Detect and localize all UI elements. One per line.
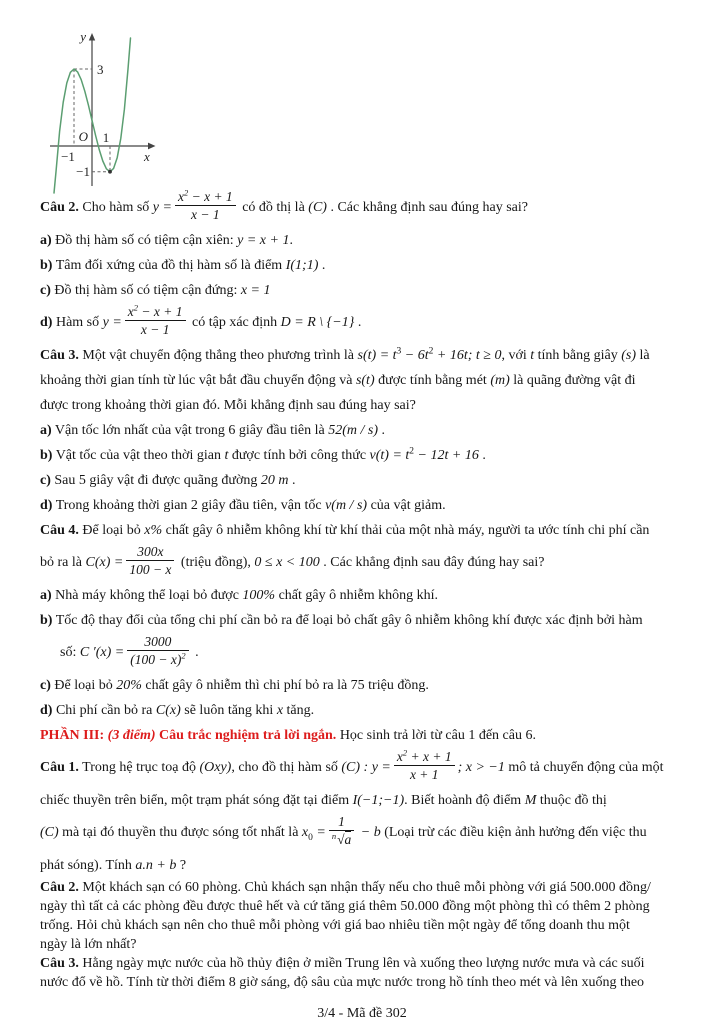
- math: 20%: [116, 678, 142, 693]
- min-value-label: −1: [76, 164, 90, 179]
- statement-label: c): [40, 283, 51, 298]
- text: Để loại bỏ: [50, 678, 117, 693]
- part-title: Câu trắc nghiệm trả lời ngắn.: [155, 728, 337, 743]
- radical-icon: √: [337, 832, 345, 848]
- text: , cho đồ thị hàm số: [231, 760, 342, 775]
- text: tính bằng giây: [534, 348, 622, 363]
- text: . Các khẳng định sau đúng hay sai?: [326, 200, 528, 215]
- math: (C): [40, 825, 59, 840]
- text: .: [354, 315, 362, 330]
- text: chất gây ô nhiễm không khí từ khí thải của một nhà máy, người ta ước tính chi phí cần: [162, 523, 650, 538]
- statement-label: d): [40, 703, 53, 718]
- statement-label: a): [40, 588, 52, 603]
- fraction-denominator: [127, 651, 188, 667]
- cubic-graph-svg: [42, 26, 227, 198]
- text: Sau 5 giây vật đi được quãng đường: [50, 473, 261, 488]
- text: (Loại trừ các điều kiện ảnh hưởng đến việc thu: [380, 825, 647, 840]
- question-4-intro-line2: [40, 543, 684, 583]
- fraction-denominator: x − 1: [191, 207, 220, 223]
- math: x = 1: [240, 283, 271, 298]
- math: x: [396, 749, 403, 765]
- text: có đồ thị là: [238, 200, 309, 215]
- text: chiếc thuyền trên biển, một trạm phát sóng đặt tại điểm: [40, 793, 353, 808]
- p3-question-1-line3: [40, 813, 684, 853]
- question-label: Câu 2.: [40, 200, 79, 215]
- text: Trong khoảng thời gian 2 giây đầu tiên, vận tốc: [52, 498, 326, 513]
- fraction-numerator: 1: [329, 814, 354, 831]
- text: Hằng ngày mực nước của hồ thủy điện ở miền Trung lên và xuống theo lượng nước mưa và các suối: [78, 956, 645, 971]
- q2-statement-d: [40, 303, 684, 343]
- text: Đồ thị hàm số có tiệm cận đứng:: [50, 283, 241, 298]
- text: . Các khẳng định sau đây đúng hay sai?: [319, 555, 545, 570]
- text: .: [478, 448, 486, 463]
- exponent: 2: [183, 187, 189, 198]
- root-index: n: [331, 830, 337, 841]
- math: s(t): [355, 373, 375, 388]
- math: (C) : y =: [341, 760, 391, 775]
- q4-statement-b-formula: [40, 633, 684, 673]
- origin-label: O: [78, 129, 88, 144]
- text: Hàm số: [52, 315, 103, 330]
- math: t: [224, 448, 229, 463]
- question-3-intro-line2: [40, 368, 684, 393]
- question-label: Câu 2.: [40, 880, 79, 895]
- text: Tâm đối xứng của đồ thị hàm số là điểm: [52, 258, 286, 273]
- math: =: [312, 825, 326, 840]
- math: 100%: [242, 588, 276, 603]
- text: . Biết hoành độ điểm: [404, 793, 525, 808]
- text: sẽ luôn tăng khi: [180, 703, 277, 718]
- math: (s): [621, 348, 637, 363]
- q3-statement-b: [40, 443, 684, 468]
- math: ; x > −1: [457, 760, 505, 775]
- question-3-intro-line3: được trong khoảng thời gian đó. Mỗi khẳng định sau đúng hay sai?: [40, 398, 416, 413]
- text: .: [378, 423, 386, 438]
- statement-label: a): [40, 233, 52, 248]
- math: C ′(x) =: [79, 645, 125, 660]
- p3-question-1-line4: [40, 853, 684, 878]
- question-label: Câu 3.: [40, 956, 79, 971]
- fraction-denominator: 100 − x: [129, 562, 172, 578]
- x-axis-label: x: [144, 149, 150, 164]
- math: (m): [490, 373, 510, 388]
- text: tăng.: [283, 703, 315, 718]
- text: Vận tốc lớn nhất của vật trong 6 giây đầu tiên là: [51, 423, 329, 438]
- text: .: [318, 258, 326, 273]
- p3-q2-line2: ngày thì tất cả các phòng đều được thuê hết và cứ tăng giá thêm 50.000 đồng một phòng thì có thêm 2 phòng: [40, 899, 650, 914]
- text: phát sóng). Tính: [40, 858, 136, 873]
- statement-label: b): [40, 613, 53, 628]
- text: .: [288, 473, 296, 488]
- text: được tính bởi công thức: [228, 448, 370, 463]
- math: 20 m: [260, 473, 289, 488]
- p3-question-2: [40, 878, 684, 954]
- exponent: 2: [181, 650, 186, 661]
- math: − 6t: [401, 348, 429, 363]
- text: khoảng thời gian tính từ lúc vật bắt đầu chuyển động và: [40, 373, 356, 388]
- min-x-label: 1: [102, 130, 110, 145]
- question-2-intro: [40, 188, 684, 228]
- text: thuộc đồ thị: [536, 793, 607, 808]
- q2-statement-b: [40, 253, 684, 278]
- text: mô tả chuyển động của một: [504, 760, 664, 775]
- p3-question-3: [40, 954, 684, 992]
- math: − 12t + 16: [414, 448, 479, 463]
- math: y =: [152, 200, 172, 215]
- text: là: [636, 348, 650, 363]
- fraction: [329, 814, 354, 847]
- fraction-denominator: x + 1: [409, 767, 439, 783]
- statement-label: c): [40, 678, 51, 693]
- text: Cho hàm số: [78, 200, 153, 215]
- math: − x + 1: [188, 189, 233, 205]
- math: x%: [144, 523, 163, 538]
- fraction: [394, 749, 455, 782]
- text: Chi phí cần bỏ ra: [52, 703, 156, 718]
- text: .: [191, 645, 199, 660]
- math: D = R \ {−1}: [280, 315, 355, 330]
- part-3-heading: [40, 723, 684, 748]
- fraction-numerator: 300x: [126, 544, 174, 561]
- math: + 16t; t ≥ 0: [433, 348, 502, 363]
- text: số:: [60, 645, 80, 660]
- math: 52(m / s): [328, 423, 379, 438]
- text: , với: [501, 348, 531, 363]
- text: ?: [176, 858, 187, 873]
- p3-q2-line1: [40, 878, 684, 897]
- q2-statement-a: [40, 228, 684, 253]
- math: v(t) = t: [369, 448, 410, 463]
- p3-q2-line4: ngày là lớn nhất?: [40, 937, 137, 952]
- statement-label: c): [40, 473, 51, 488]
- statement-label: a): [40, 423, 52, 438]
- max-value-label: 3: [97, 62, 104, 77]
- math: (C): [308, 200, 327, 215]
- text: là quãng đường vật đi: [509, 373, 636, 388]
- q4-statement-c: [40, 673, 684, 698]
- math: y = x + 1: [237, 233, 290, 248]
- exponent: 2: [133, 302, 139, 313]
- fraction: [127, 634, 188, 667]
- q3-statement-d: [40, 493, 684, 518]
- part-points: (3 điểm): [104, 728, 156, 743]
- p3-question-1-line1: [40, 748, 684, 788]
- text: Vật tốc của vật theo thời gian: [52, 448, 225, 463]
- fraction-numerator: [394, 749, 455, 766]
- function-graph: [0, 0, 724, 192]
- math: (100 − x): [130, 652, 182, 668]
- text: có tập xác định: [188, 315, 281, 330]
- p3-q2-line3: trống. Hỏi chủ khách sạn nên cho thuê mỗi phòng với giá bao nhiêu tiền một ngày để tổng doanh thu một: [40, 918, 630, 933]
- math: I(−1;−1): [352, 793, 405, 808]
- question-label: Câu 1.: [40, 760, 79, 775]
- subscript: 0: [308, 832, 313, 843]
- exam-body: [0, 188, 724, 1022]
- question-4-intro-line1: [40, 518, 684, 543]
- statement-label: d): [40, 498, 53, 513]
- math: + x + 1: [407, 749, 452, 765]
- fraction: [175, 189, 236, 222]
- text: Trong hệ trục toạ độ: [78, 760, 200, 775]
- page-footer: 3/4 - Mã đề 302: [317, 1006, 407, 1021]
- question-label: Câu 4.: [40, 523, 79, 538]
- math: (Oxy): [199, 760, 232, 775]
- math: v(m / s): [325, 498, 368, 513]
- exponent: 2: [428, 346, 434, 357]
- math: x: [276, 703, 284, 718]
- p3-q3-line1: [40, 954, 684, 973]
- q2-statement-c: [40, 278, 684, 303]
- min-point-dot: [108, 170, 112, 174]
- math: x: [127, 304, 134, 320]
- math: C(x): [155, 703, 181, 718]
- text: Một khách sạn có 60 phòng. Chủ khách sạn nhận thấy nếu cho thuê mỗi phòng với giá 500.000 đồng/: [78, 880, 651, 895]
- text: Để loại bỏ: [78, 523, 145, 538]
- statement-label: d): [40, 315, 53, 330]
- q4-statement-a: [40, 583, 684, 608]
- exponent: 2: [402, 747, 408, 758]
- question-3-intro-line1: [40, 343, 684, 368]
- y-axis-arrow: [89, 33, 95, 41]
- math: s(t) = t: [357, 348, 397, 363]
- math: I(1;1): [285, 258, 319, 273]
- text: Đồ thị hàm số có tiệm cận xiên:: [51, 233, 238, 248]
- fraction-numerator: 3000: [127, 634, 188, 651]
- text: mà tại đó thuyền thu được sóng tốt nhất là: [58, 825, 302, 840]
- statement-label: b): [40, 448, 53, 463]
- fraction-denominator: x − 1: [140, 322, 170, 338]
- text: chất gây ô nhiễm thì chi phí bỏ ra là 75 triệu đồng.: [141, 678, 429, 693]
- text: của vật giảm.: [367, 498, 446, 513]
- text: Một vật chuyển động thẳng theo phương trình là: [78, 348, 358, 363]
- math: t: [530, 348, 535, 363]
- root-argument: a: [344, 832, 352, 848]
- question-label: Câu 3.: [40, 348, 79, 363]
- fraction: [126, 544, 174, 577]
- p3-question-1-line2: [40, 788, 684, 813]
- text: .: [289, 233, 293, 248]
- fraction-numerator: [125, 304, 186, 321]
- text: Nhà máy không thể loại bỏ được: [51, 588, 243, 603]
- fraction-numerator: [175, 189, 236, 206]
- text: (triệu đồng),: [177, 555, 255, 570]
- part-instructions: Học sinh trả lời từ câu 1 đến câu 6.: [336, 728, 536, 743]
- q4-statement-d: [40, 698, 684, 723]
- math: x: [301, 825, 309, 840]
- fraction: [125, 304, 186, 337]
- math: y =: [102, 315, 122, 330]
- part-label: PHẦN III:: [40, 728, 105, 743]
- text: chất gây ô nhiễm không khí.: [275, 588, 438, 603]
- exponent: 2: [409, 446, 415, 457]
- q4-statement-b: [40, 608, 684, 633]
- math: − x + 1: [138, 304, 183, 320]
- y-axis-label: y: [80, 29, 86, 44]
- fraction-denominator: [329, 831, 354, 847]
- q3-statement-c: [40, 468, 684, 493]
- text: bỏ ra là: [40, 555, 86, 570]
- math: − b: [357, 825, 381, 840]
- text: Tốc độ thay đổi của tổng chi phí cần bỏ ra để loại bỏ chất gây ô nhiễm không khí được xác định bởi hàm: [52, 613, 643, 628]
- max-x-label: −1: [61, 149, 75, 164]
- math: M: [524, 793, 537, 808]
- math: C(x) =: [85, 555, 124, 570]
- math: a.n + b: [135, 858, 177, 873]
- p3-q3-line2: nước đổ về hồ. Tính từ thời điểm 8 giờ sáng, độ sâu của mực nước trong hồ tính theo mét và lên xuống theo: [40, 975, 645, 990]
- text: được tính bằng mét: [374, 373, 491, 388]
- q3-statement-a: [40, 418, 684, 443]
- exponent: 3: [396, 346, 402, 357]
- statement-label: b): [40, 258, 53, 273]
- math: 0 ≤ x < 100: [254, 555, 320, 570]
- math: x: [177, 189, 184, 205]
